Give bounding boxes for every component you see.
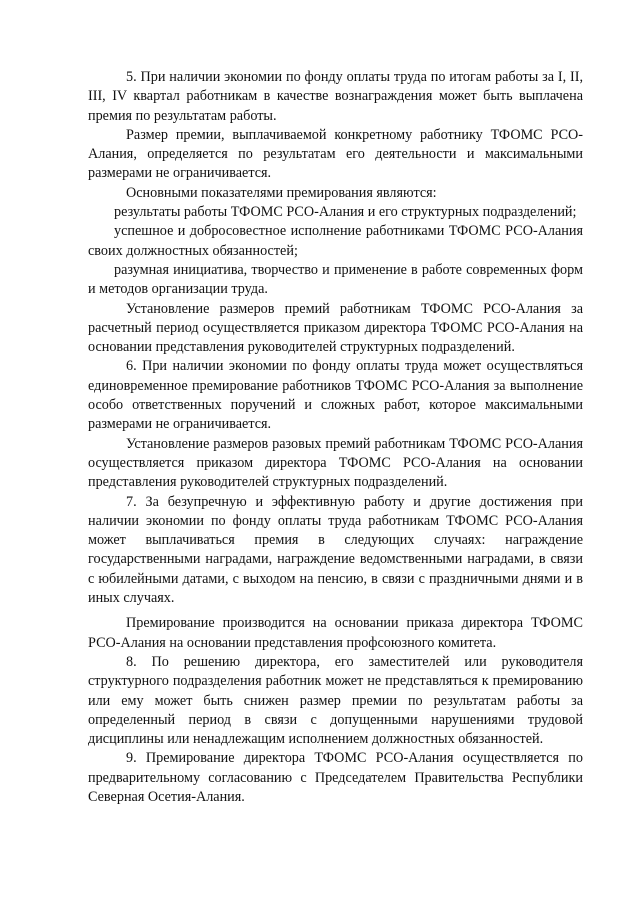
indicator-item-duties: успешное и добросовестное исполнение работниками ТФОМС РСО-Алания своих должностных обязанностей; [88, 223, 583, 259]
indicator-item-initiative: разумная инициатива, творчество и применение в работе современных форм и методов организации труда. [88, 261, 583, 298]
paragraph-7-achievement-bonus: 7. За безупречную и эффективную работу и другие достижения при наличии экономии по фонду оплаты труда работникам ТФОМС РСО-Алания может выплачиваться премия в следующих случаях: награждение государственными наградами, награждение ведомственными наградами, в связи с юбилейными датами, с выходом на пенсию, в связи с праздничными днями и в иных случаях. [88, 493, 583, 607]
paragraph-one-time-bonus-order: Установление размеров разовых премий работникам ТФОМС РСО-Алания осуществляется приказом директора ТФОМС РСО-Алания на основании представления руководителей структурных подразделений. [88, 435, 583, 491]
paragraph-8-bonus-reduction: 8. По решению директора, его заместителей или руководителя структурного подразделения работник может не представляться к премированию или ему может быть снижен размер премии по результатам работы за определенный период в связи с допущенными нарушениями трудовой дисциплины или ненадлежащим исполнением должностных обязанностей. [88, 653, 583, 748]
paragraph-6-one-time-bonus: 6. При наличии экономии по фонду оплаты труда может осуществляться единовременное премирование работников ТФОМС РСО-Алания за выполнение особо ответственных поручений и сложных работ, которое максимальными размерами не ограничивается. [88, 358, 583, 433]
paragraph-trade-union-basis: Премирование производится на основании приказа директора ТФОМС РСО-Алания на основании представления профсоюзного комитета. [88, 615, 583, 651]
indicator-item-results: результаты работы ТФОМС РСО-Алания и его структурных подразделений; [114, 204, 577, 221]
document-page [88, 68, 583, 807]
paragraph-bonus-size: Размер премии, выплачиваемой конкретному работнику ТФОМС РСО-Алания, определяется по результатам его деятельности и максимальными размерами не ограничивается. [88, 126, 583, 182]
paragraph-bonus-order: Установление размеров премий работникам ТФОМС РСО-Алания за расчетный период осуществляется приказом директора ТФОМС РСО-Алания на основании представления руководителей структурных подразделений. [88, 300, 583, 356]
paragraph-5-bonus-quarterly: 5. При наличии экономии по фонду оплаты труда по итогам работы за I, II, III, IV квартал работникам в качестве вознаграждения может быть выплачена премия по результатам работы. [88, 69, 583, 124]
paragraph-bonus-indicators-heading: Основными показателями премирования являются: [126, 184, 437, 201]
paragraph-9-director-bonus: 9. Премирование директора ТФОМС РСО-Алания осуществляется по предварительному согласованию с Председателем Правительства Республики Северная Осетия-Алания. [88, 750, 583, 805]
